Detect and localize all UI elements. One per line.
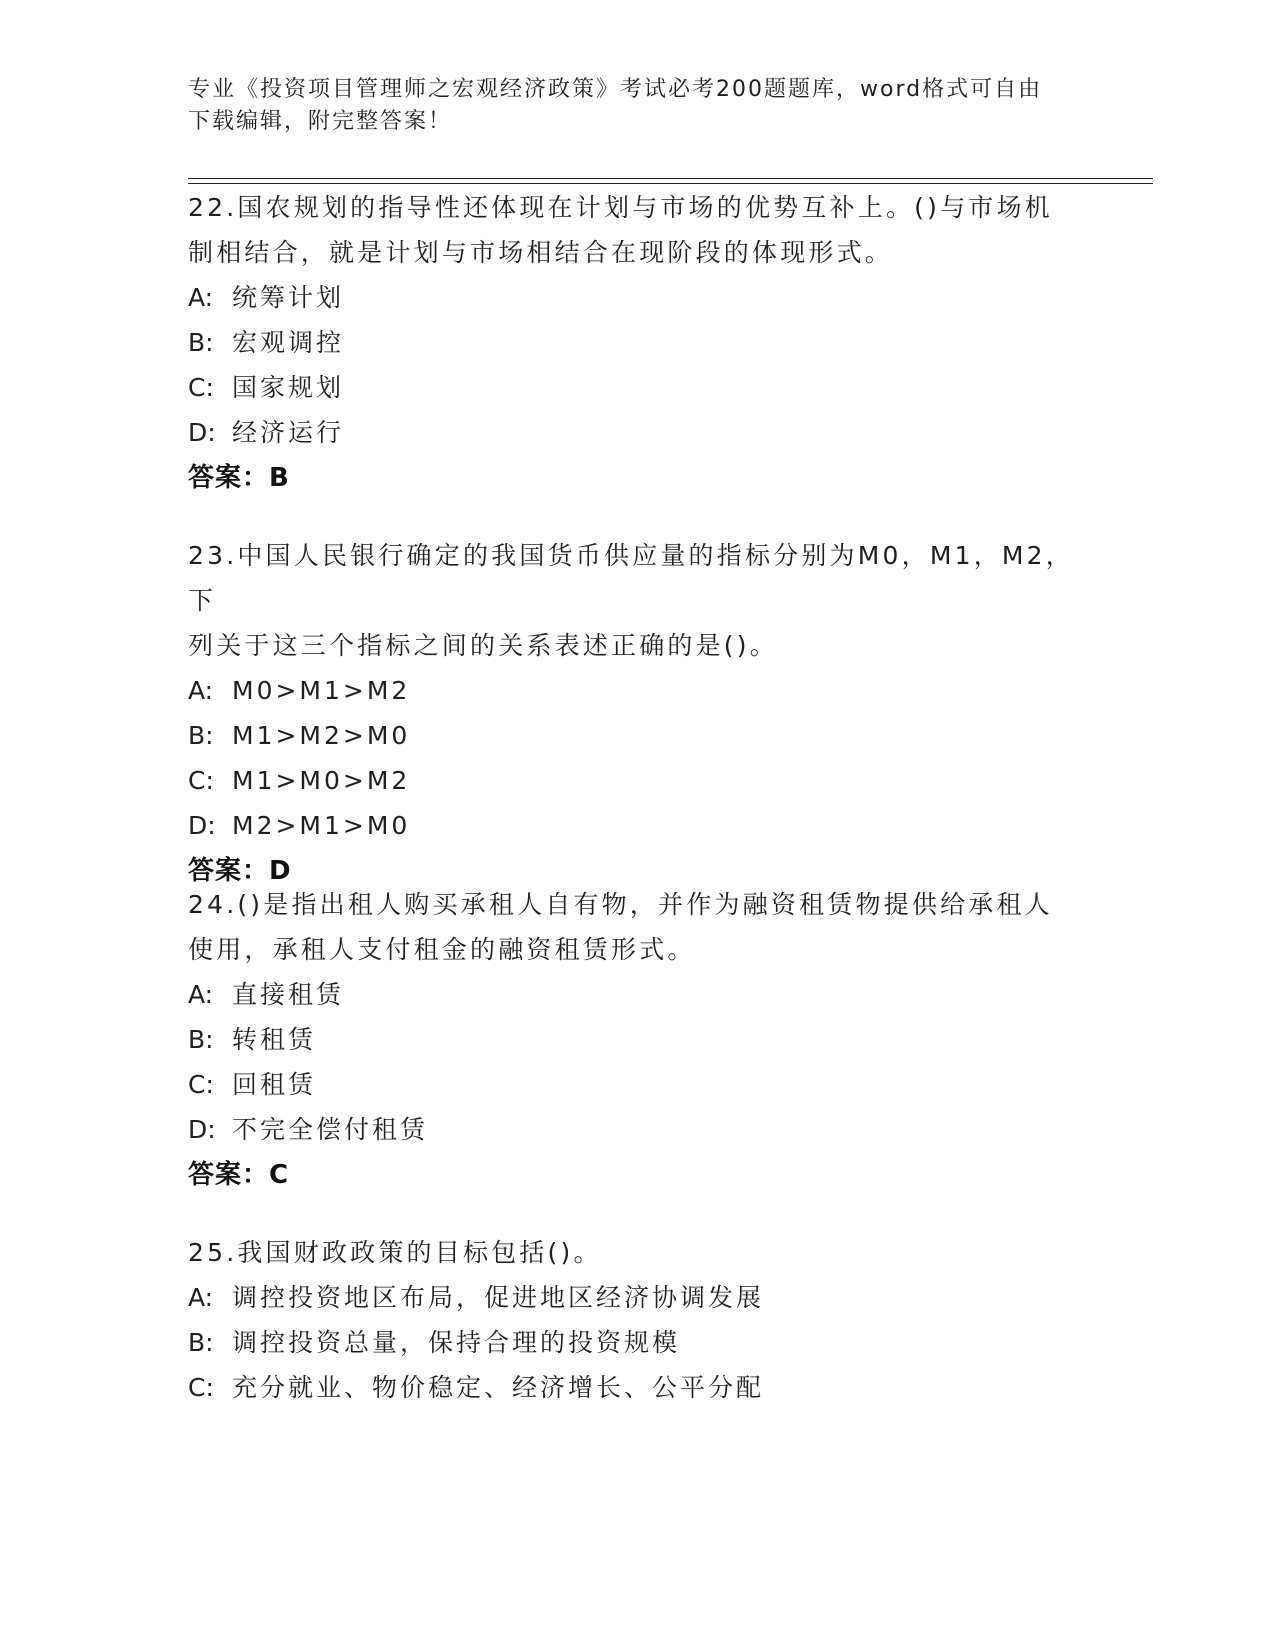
option-text: 直接租赁: [232, 980, 345, 1009]
option-key: C:: [188, 1070, 214, 1099]
option-b: [188, 713, 1078, 758]
option-d: [188, 410, 1078, 455]
option-key: A:: [188, 283, 214, 312]
option-key: C:: [188, 373, 214, 402]
document-header: [188, 74, 1068, 138]
answer-value: C: [269, 1160, 290, 1190]
option-text: 充分就业、物价稳定、经济增长、公平分配: [232, 1373, 765, 1402]
answer-value: D: [269, 856, 292, 886]
answer-value: B: [269, 463, 290, 493]
option-key: B:: [188, 721, 214, 750]
question-22: [188, 185, 1078, 501]
question-stem-line: 使用，承租人支付租金的融资租赁形式。: [188, 935, 696, 964]
option-key: B:: [188, 328, 214, 357]
answer-label: 答案：: [188, 1160, 270, 1190]
answer-line: [188, 455, 1078, 501]
option-text: M1>M2>M0: [232, 721, 411, 750]
answer-label: 答案：: [188, 463, 270, 493]
option-key: C:: [188, 766, 214, 795]
option-b: [188, 320, 1078, 365]
option-text: 调控投资地区布局，促进地区经济协调发展: [232, 1283, 765, 1312]
option-text: 转租赁: [232, 1025, 317, 1054]
question-25: [188, 1230, 1078, 1410]
question-stem-line: 24.()是指出租人购买承租人自有物，并作为融资租赁物提供给承租人: [188, 890, 1053, 919]
option-key: A:: [188, 676, 214, 705]
option-b: [188, 1320, 1078, 1365]
option-text: 经济运行: [232, 418, 345, 447]
answer-line: [188, 1152, 1078, 1198]
option-text: M1>M0>M2: [232, 766, 411, 795]
option-c: [188, 758, 1078, 803]
option-key: A:: [188, 1283, 214, 1312]
option-text: 调控投资总量，保持合理的投资规模: [232, 1328, 681, 1357]
option-c: [188, 365, 1078, 410]
question-stem-line: 23.中国人民银行确定的我国货币供应量的指标分别为M0，M1，M2，下: [188, 541, 1074, 615]
option-text: M0>M1>M2: [232, 676, 411, 705]
header-line-2: 下载编辑，附完整答案！: [188, 109, 453, 134]
option-a: [188, 1275, 1078, 1320]
option-key: A:: [188, 980, 214, 1009]
option-key: D:: [188, 418, 216, 447]
option-b: [188, 1017, 1078, 1062]
option-a: [188, 972, 1078, 1017]
option-a: [188, 275, 1078, 320]
option-c: [188, 1365, 1078, 1410]
option-text: M2>M1>M0: [232, 811, 411, 840]
question-stem-line: 列关于这三个指标之间的关系表述正确的是()。: [188, 631, 778, 660]
option-text: 统筹计划: [232, 283, 345, 312]
option-key: D:: [188, 1115, 216, 1144]
option-key: D:: [188, 811, 216, 840]
header-line-1: 专业《投资项目管理师之宏观经济政策》考试必考200题题库，word格式可自由: [188, 77, 1043, 102]
question-23: [188, 533, 1078, 894]
header-divider-top: [188, 178, 1153, 179]
option-d: [188, 803, 1078, 848]
option-text: 回租赁: [232, 1070, 317, 1099]
header-divider-bottom: [188, 183, 1153, 184]
option-key: B:: [188, 1328, 214, 1357]
option-text: 不完全偿付租赁: [232, 1115, 429, 1144]
option-text: 国家规划: [232, 373, 345, 402]
answer-label: 答案：: [188, 856, 270, 886]
option-d: [188, 1107, 1078, 1152]
option-c: [188, 1062, 1078, 1107]
option-key: C:: [188, 1373, 214, 1402]
question-stem-line: 25.我国财政政策的目标包括()。: [188, 1238, 602, 1267]
option-text: 宏观调控: [232, 328, 345, 357]
question-24: [188, 882, 1078, 1198]
question-stem-line: 22.国农规划的指导性还体现在计划与市场的优势互补上。()与市场机: [188, 193, 1053, 222]
question-stem-line: 制相结合，就是计划与市场相结合在现阶段的体现形式。: [188, 238, 894, 267]
option-key: B:: [188, 1025, 214, 1054]
option-a: [188, 668, 1078, 713]
